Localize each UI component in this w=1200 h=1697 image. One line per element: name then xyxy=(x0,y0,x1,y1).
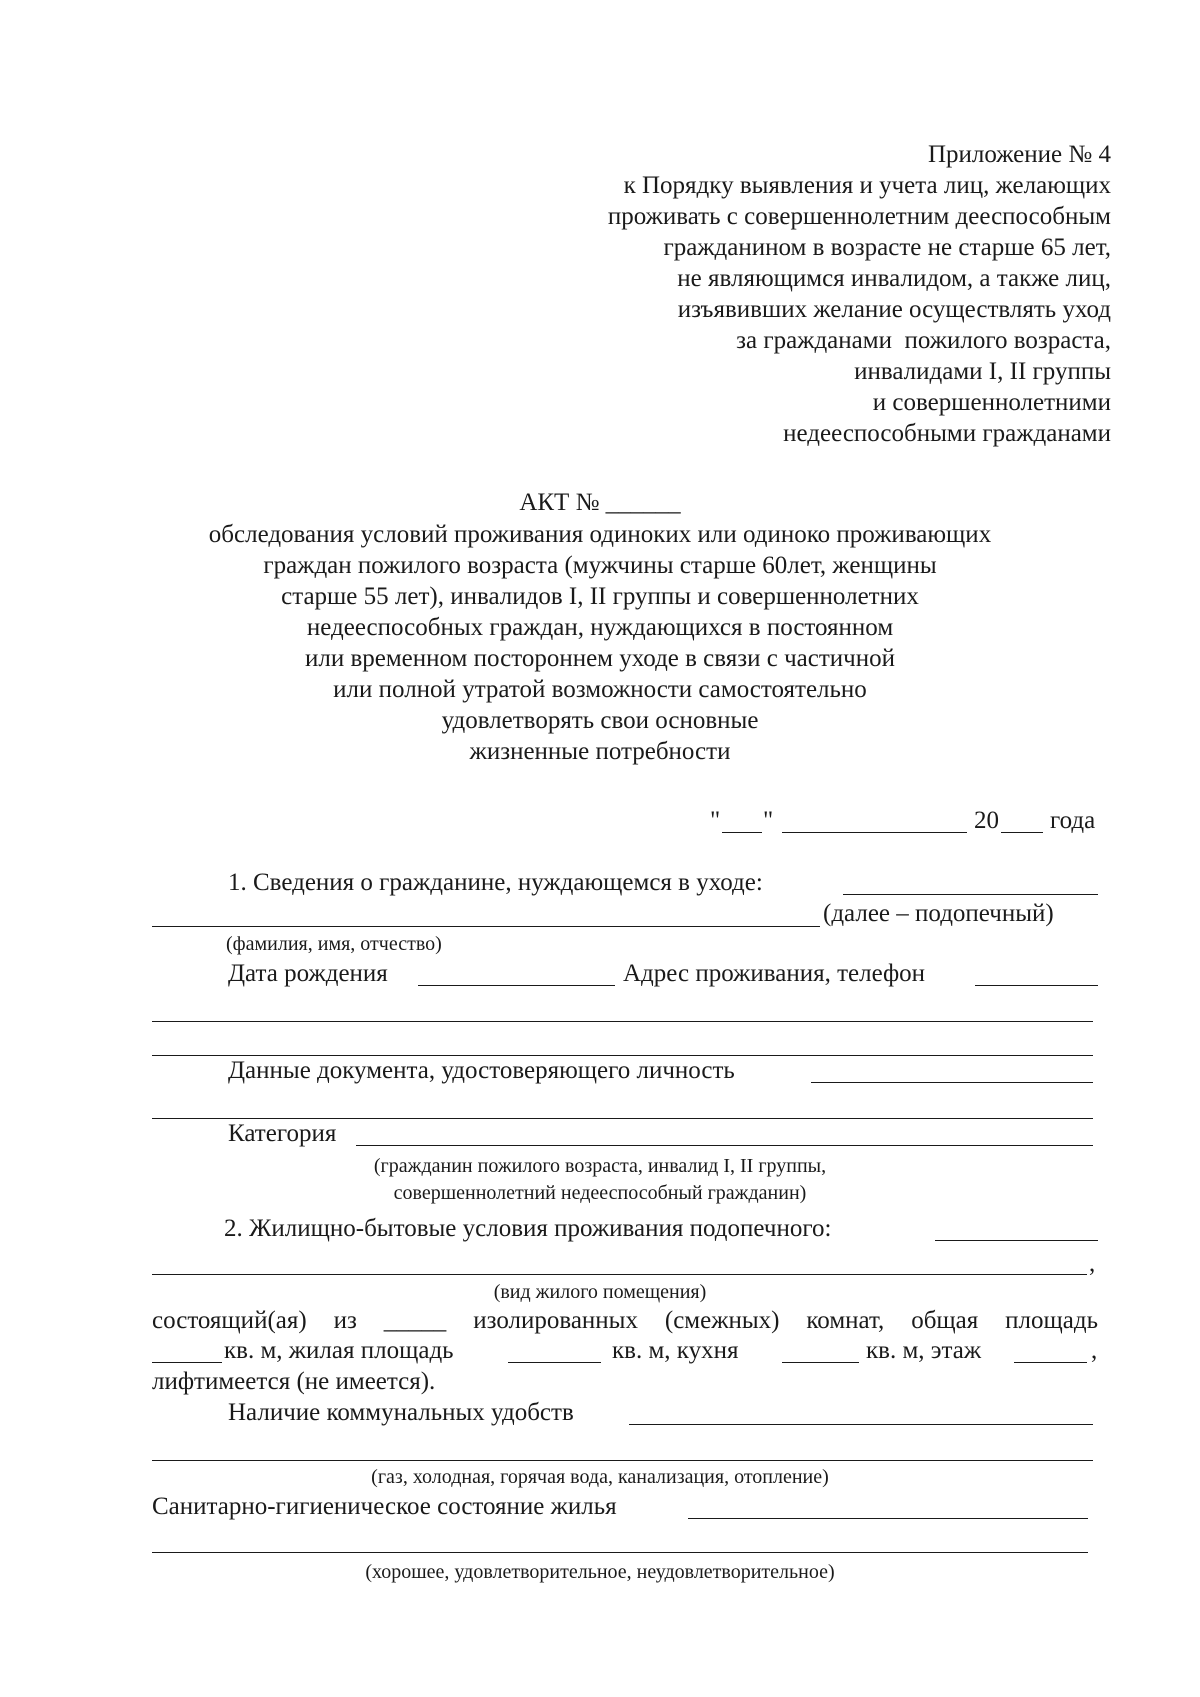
area-comma: , xyxy=(1091,1337,1098,1364)
appendix-line: проживать с совершеннолетним дееспособным xyxy=(607,203,1111,230)
category-field[interactable] xyxy=(356,1145,1093,1146)
date-year-prefix: 20 xyxy=(974,807,999,834)
appendix-line: гражданином в возрасте не старше 65 лет, xyxy=(663,234,1111,261)
section2-heading: 2. Жилищно-бытовые условия проживания подопечного: xyxy=(224,1215,832,1242)
dwelling-comma: , xyxy=(1089,1250,1096,1277)
date-quote-open: " xyxy=(710,807,721,834)
total-area-field[interactable] xyxy=(152,1362,222,1363)
lift-line: лифтимеется (не имеется). xyxy=(152,1368,436,1395)
act-subtitle-line: недееспособных граждан, нуждающихся в постоянном xyxy=(306,614,894,641)
appendix-line: не являющимся инвалидом, а также лиц, xyxy=(677,265,1111,292)
floor-field[interactable] xyxy=(1014,1362,1087,1363)
dwelling-field-line[interactable] xyxy=(152,1274,1087,1275)
fio-hint: (фамилия, имя, отчество) xyxy=(226,933,442,955)
act-subtitle-line: или временном постороннем уходе в связи с частичной xyxy=(304,645,896,672)
act-subtitle-line: обследования условий проживания одиноких или одиноко проживающих xyxy=(208,521,992,548)
act-subtitle-line: граждан пожилого возраста (мужчины старше 60лет, женщины xyxy=(263,552,937,579)
date-month-field[interactable] xyxy=(782,832,967,833)
address-field-line[interactable] xyxy=(152,1021,1093,1022)
appendix-title: Приложение № 4 xyxy=(927,141,1111,168)
id-document-label: Данные документа, удостоверяющего личность xyxy=(228,1057,735,1084)
sanitary-hint: (хорошее, удовлетворительное, неудовлетворительное) xyxy=(365,1561,835,1583)
dwelling-hint: (вид жилого помещения) xyxy=(493,1281,707,1303)
id-document-field[interactable] xyxy=(811,1082,1093,1083)
date-year-field[interactable] xyxy=(1001,832,1043,833)
area-label-b: кв. м, кухня xyxy=(612,1337,739,1364)
appendix-line: к Порядку выявления и учета лиц, желающих xyxy=(623,172,1111,199)
utilities-field-line[interactable] xyxy=(152,1460,1093,1461)
birth-date-label: Дата рождения xyxy=(228,960,388,987)
utilities-label: Наличие коммунальных удобств xyxy=(228,1399,574,1426)
date-quote-close: " xyxy=(763,807,774,834)
sanitary-field-line[interactable] xyxy=(152,1552,1088,1553)
area-label-a: кв. м, жилая площадь xyxy=(224,1337,454,1364)
utilities-hint: (газ, холодная, горячая вода, канализация, отопление) xyxy=(371,1466,829,1488)
dwelling-field[interactable] xyxy=(935,1240,1098,1241)
act-subtitle-line: жизненные потребности xyxy=(469,738,731,765)
kitchen-area-field[interactable] xyxy=(782,1362,859,1363)
act-title: АКТ № ______ xyxy=(519,489,681,516)
act-subtitle-line: удовлетворять свои основные xyxy=(441,707,759,734)
ward-name-field-cont[interactable] xyxy=(152,926,820,927)
appendix-line: инвалидами I, II группы xyxy=(854,358,1111,385)
act-subtitle-line: старше 55 лет), инвалидов I, II группы и совершеннолетних xyxy=(281,583,919,610)
appendix-line: недееспособными гражданами xyxy=(783,420,1111,447)
address-label: Адрес проживания, телефон xyxy=(623,960,926,987)
category-label: Категория xyxy=(228,1120,337,1147)
utilities-field[interactable] xyxy=(629,1424,1093,1425)
ward-name-field[interactable] xyxy=(843,894,1098,895)
sanitary-field[interactable] xyxy=(688,1518,1088,1519)
act-subtitle-line: или полной утратой возможности самостоятельно xyxy=(333,676,867,703)
appendix-line: и совершеннолетними xyxy=(872,389,1111,416)
ward-note: (далее – подопечный) xyxy=(823,900,1054,927)
date-day-field[interactable] xyxy=(722,832,762,833)
category-hint: (гражданин пожилого возраста, инвалид I, II группы, xyxy=(373,1155,827,1177)
appendix-line: изъявивших желание осуществлять уход xyxy=(677,296,1111,323)
area-label-c: кв. м, этаж xyxy=(866,1337,982,1364)
date-year-suffix: года xyxy=(1050,807,1096,834)
sanitary-label: Санитарно-гигиеническое состояние жилья xyxy=(152,1493,617,1520)
category-hint: совершеннолетний недееспособный гражданин) xyxy=(393,1182,807,1204)
appendix-line: за гражданами пожилого возраста, xyxy=(736,327,1111,354)
birth-date-field[interactable] xyxy=(418,985,615,986)
address-field[interactable] xyxy=(975,985,1098,986)
rooms-line: состоящий(ая) из _____ изолированных (смежных) комнат, общая площадь xyxy=(152,1307,1098,1334)
section1-heading: 1. Сведения о гражданине, нуждающемся в уходе: xyxy=(228,869,763,896)
living-area-field[interactable] xyxy=(508,1362,601,1363)
